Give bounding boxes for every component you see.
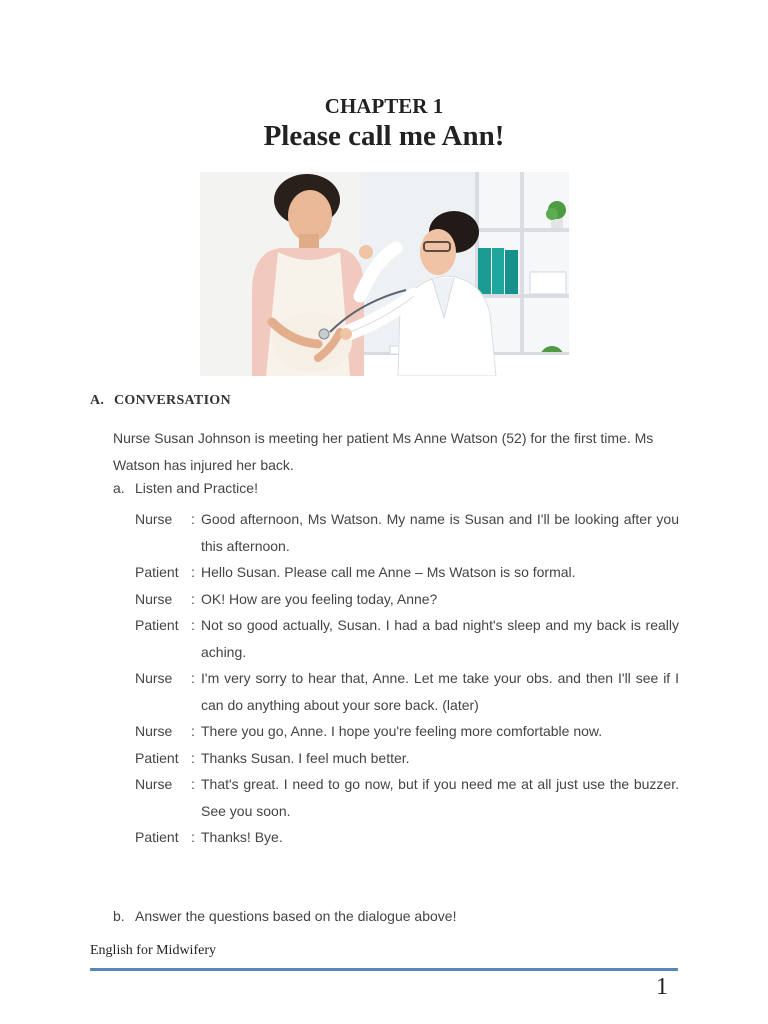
- speaker-label: Nurse: [135, 511, 173, 527]
- part-a-letter: a.: [113, 480, 125, 496]
- dialogue: [135, 506, 679, 851]
- section-heading: [90, 393, 231, 409]
- dialogue-line: Patient : Not so good actually, Susan. I had a bad night's sleep and my back is really aching.: [135, 612, 679, 665]
- footer-book-title: English for Midwifery: [90, 943, 216, 958]
- chapter-title: Please call me Ann!: [263, 120, 505, 152]
- dialogue-text: Good afternoon, Ms Watson. My name is Susan and I'll be looking after you this afternoon.: [201, 511, 679, 554]
- speaker-label: Patient: [135, 829, 179, 845]
- dialogue-text: Thanks Susan. I feel much better.: [201, 749, 410, 766]
- speaker-label: Patient: [135, 617, 179, 633]
- dialogue-line: Nurse : I'm very sorry to hear that, Anne. Let me take your obs. and then I'll see if I can do anything about your sore back. (later): [135, 665, 679, 718]
- speaker-label: Nurse: [135, 723, 173, 739]
- speaker-label: Nurse: [135, 670, 173, 686]
- dialogue-text: That's great. I need to go now, but if you need me at all just use the buzzer. See you soon.: [201, 776, 679, 819]
- speaker-label: Patient: [135, 564, 179, 580]
- dialogue-text: I'm very sorry to hear that, Anne. Let me take your obs. and then I'll see if I can do anything about your sore back. (later): [201, 670, 679, 713]
- intro-paragraph: Nurse Susan Johnson is meeting her patient Ms Anne Watson (52) for the first time. Ms Watson has injured her back.: [113, 430, 654, 473]
- dialogue-line: Nurse : That's great. I need to go now, but if you need me at all just use the buzzer. See you soon.: [135, 771, 679, 824]
- dialogue-text: Not so good actually, Susan. I had a bad night's sleep and my back is really aching.: [201, 617, 679, 660]
- dialogue-line: Nurse : Good afternoon, Ms Watson. My name is Susan and I'll be looking after you this afternoon.: [135, 506, 679, 559]
- section-heading-text: CONVERSATION: [114, 393, 231, 408]
- part-b-instruction: [113, 908, 456, 924]
- footer-rule: [90, 968, 678, 971]
- section-letter: A.: [90, 393, 105, 408]
- part-b-letter: b.: [113, 908, 125, 924]
- speaker-label: Nurse: [135, 776, 173, 792]
- dialogue-text: There you go, Anne. I hope you're feeling more comfortable now.: [201, 723, 603, 739]
- chapter-label: CHAPTER 1: [324, 94, 444, 118]
- dialogue-text: Hello Susan. Please call me Anne – Ms Watson is so formal.: [201, 564, 576, 580]
- dialogue-line: Nurse : OK! How are you feeling today, Anne?: [135, 586, 679, 613]
- speaker-label: Patient: [135, 749, 179, 766]
- dialogue-text: OK! How are you feeling today, Anne?: [201, 590, 438, 607]
- dialogue-text: Thanks! Bye.: [201, 829, 283, 845]
- part-a-text: Listen and Practice!: [135, 480, 258, 496]
- dialogue-line: Nurse : There you go, Anne. I hope you're feeling more comfortable now.: [135, 718, 679, 745]
- nurse-patient-photo: [200, 172, 569, 376]
- part-a-instruction: [113, 480, 258, 496]
- dialogue-line: Patient : Thanks! Bye.: [135, 824, 679, 851]
- dialogue-line: Patient : Thanks Susan. I feel much better.: [135, 745, 679, 772]
- speaker-label: Nurse: [135, 590, 173, 607]
- part-b-text: Answer the questions based on the dialogue above!: [135, 908, 457, 924]
- dialogue-line: Patient : Hello Susan. Please call me Anne – Ms Watson is so formal.: [135, 559, 679, 586]
- page-number: 1: [656, 974, 668, 1000]
